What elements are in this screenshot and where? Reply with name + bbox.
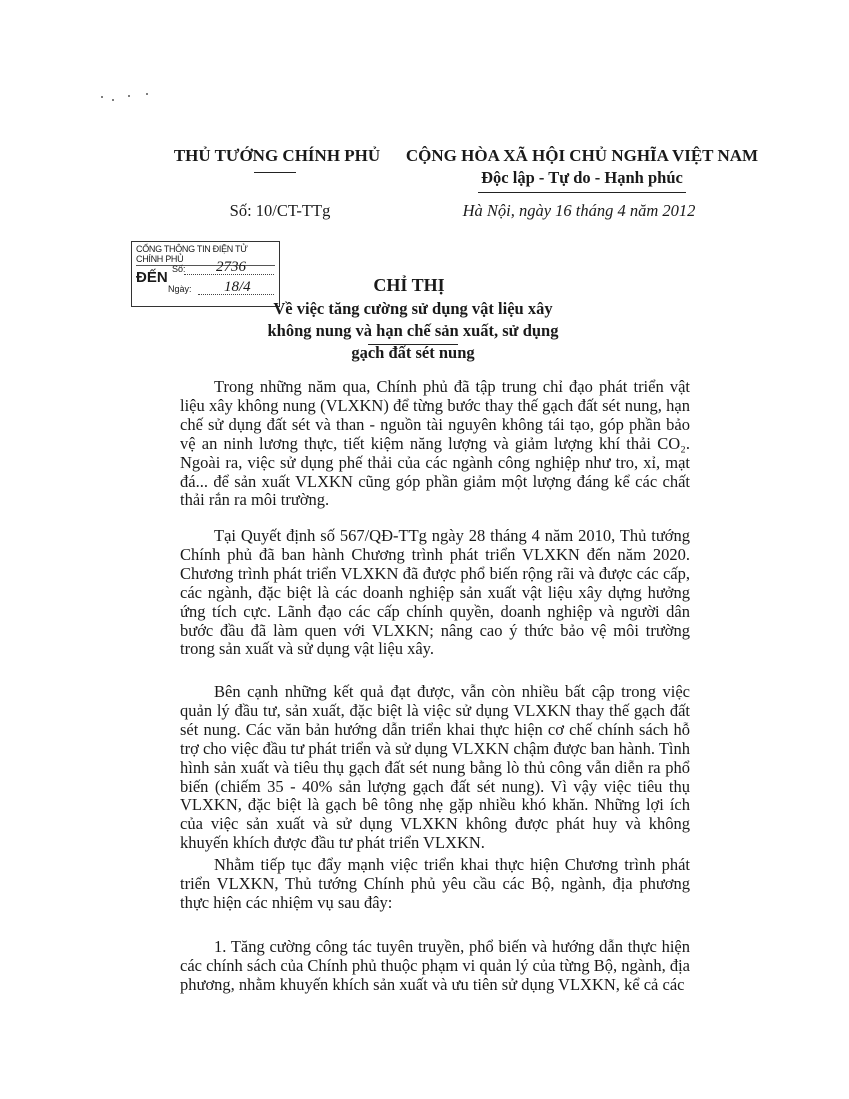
national-name: CỘNG HÒA XÃ HỘI CHỦ NGHĨA VIỆT NAM xyxy=(405,146,759,165)
stamp-date-label: Ngày: xyxy=(168,284,192,294)
stamp-label: ĐẾN xyxy=(136,269,168,286)
stamp-number-label: Số: xyxy=(172,264,186,274)
scan-speck xyxy=(112,99,114,101)
document-type-title: CHỈ THỊ xyxy=(373,275,445,295)
body-paragraph: 1. Tăng cường công tác tuyên truyền, phổ biến và hướng dẫn thực hiện các chính sách của Chính phủ thuộc phạm vi quản lý của từng Bộ, ngành, địa phương, nhằm khuyến khích sản xuất và ưu tiên sử dụng VLXKN, kể cả các xyxy=(180,937,690,994)
motto-underline xyxy=(478,192,686,193)
body-paragraph: Bên cạnh những kết quả đạt được, vẫn còn nhiều bất cập trong việc quản lý đầu tư, sản xuất, đặc biệt là việc sử dụng VLXKN thay thế gạch đất sét nung. Các văn bản hướng dẫn triển khai thực hiện cơ chế chính sách hỗ trợ cho việc đầu tư phát triển và sử dụng VLXKN chậm được ban hành. Tình hình sản xuất và tiêu thụ gạch đất sét nung bằng lò thủ công vẫn diễn ra phổ biến (chiếm 35 - 40% sản lượng gạch đất sét nung). Vì vậy việc tiêu thụ VLXKN, đặc biệt là gạch bê tông nhẹ gặp nhiều khó khăn. Những lợi ích của việc sản xuất và sử dụng VLXKN không được phát huy và không khuyến khích được đầu tư phát triển VLXKN. xyxy=(180,682,690,853)
subject-underline xyxy=(368,344,458,345)
issuing-authority: THỦ TƯỚNG CHÍNH PHỦ xyxy=(173,146,381,165)
issuer-underline xyxy=(254,172,296,173)
national-motto: Độc lập - Tự do - Hạnh phúc xyxy=(481,168,683,187)
stamp-number-value: 2736 xyxy=(216,259,246,275)
document-subject: Về việc tăng cường sử dụng vật liệu xây không nung và hạn chế sản xuất, sử dụng gạch đất sét nung xyxy=(267,299,559,362)
document-number: Số: 10/CT-TTg xyxy=(229,201,331,220)
scan-speck xyxy=(146,93,148,95)
scan-speck xyxy=(128,95,130,97)
body-paragraph: Trong những năm qua, Chính phủ đã tập trung chỉ đạo phát triển vật liệu xây không nung (VLXKN) để từng bước thay thế gạch đất sét nung, hạn chế sử dụng đất sét và than - nguồn tài nguyên không tái tạo, góp phần bảo vệ an ninh lương thực, tiết kiệm năng lượng và giảm lượng khí thải CO₂. Ngoài ra, việc sử dụng phế thải của các ngành công nghiệp như tro, xỉ, mạt đá... để sản xuất VLXKN cũng góp phần giảm một lượng đáng kể các chất thải rắn ra môi trường. xyxy=(180,377,690,510)
scan-speck xyxy=(101,96,103,98)
body-paragraph: Nhằm tiếp tục đẩy mạnh việc triển khai thực hiện Chương trình phát triển VLXKN, Thủ tướng Chính phủ yêu cầu các Bộ, ngành, địa phương thực hiện các nhiệm vụ sau đây: xyxy=(180,855,690,912)
stamp-heading: CỔNG THÔNG TIN ĐIỆN TỬ CHÍNH PHỦ xyxy=(136,244,275,266)
body-paragraph: Tại Quyết định số 567/QĐ-TTg ngày 28 tháng 4 năm 2010, Thủ tướng Chính phủ đã ban hành Chương trình phát triển VLXKN đến năm 2020. Chương trình phát triển VLXKN đã được phổ biến rộng rãi và được các cấp, các ngành, đặc biệt là các doanh nghiệp sản xuất vật liệu xây dựng hưởng ứng tích cực. Lãnh đạo các cấp chính quyền, doanh nghiệp và người dân bước đầu đã làm quen với VLXKN; nâng cao ý thức bảo vệ môi trường trong sản xuất và sử dụng vật liệu xây. xyxy=(180,526,690,659)
dateline: Hà Nội, ngày 16 tháng 4 năm 2012 xyxy=(462,201,696,220)
stamp-date-value: 18/4 xyxy=(224,279,251,295)
